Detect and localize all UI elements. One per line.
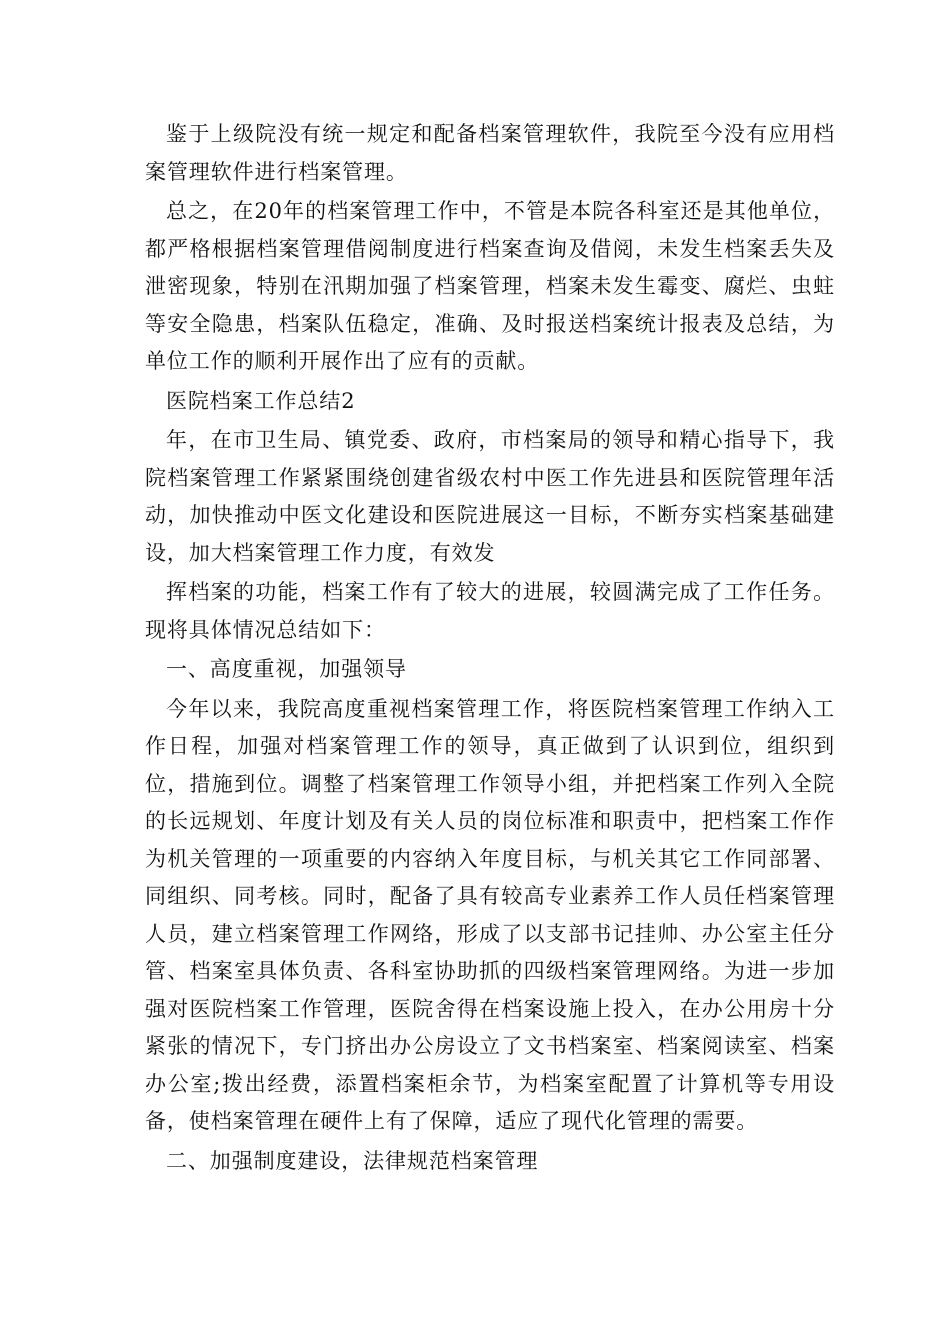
document-body — [145, 116, 835, 1182]
heading-leadership: 一、高度重视，加强领导 — [166, 657, 407, 681]
paragraph-intro-continued: 挥档案的功能，档案工作有了较大的进展，较圆满完成了工作任务。现将具体情况总结如下： — [145, 580, 835, 642]
paragraph-summary: 总之，在20年的档案管理工作中，不管是本院各科室还是其他单位，都严格根据档案管理借阅制度进行档案查询及借阅，未发生档案丢失及泄密现象，特别在汛期加强了档案管理，档案未发生霉变、腐烂、虫蛀等安全隐患，档案队伍稳定，准确、及时报送档案统计报表及总结，为单位工作的顺利开展作出了应有的贡献。 — [145, 199, 835, 373]
heading-system-building: 二、加强制度建设，法律规范档案管理 — [166, 1148, 539, 1173]
section-title-summary-2: 医院档案工作总结2 — [166, 388, 356, 413]
paragraph-leadership: 今年以来，我院高度重视档案管理工作，将医院档案管理工作纳入工作日程，加强对档案管理工作的领导，真正做到了认识到位，组织到位，措施到位。调整了档案管理工作领导小组，并把档案工作列入全院的长远规划、年度计划及有关人员的岗位标准和职责中，把档案工作作为机关管理的一项重要的内容纳入年度目标，与机关其它工作同部署、同组织、同考核。同时，配备了具有较高专业素养工作人员任档案管理人员，建立档案管理工作网络，形成了以支部书记挂帅、办公室主任分管、档案室具体负责、各科室协助抓的四级档案管理网络。为进一步加强对医院档案工作管理，医院舍得在档案设施上投入，在办公用房十分紧张的情况下，专门挤出办公房设立了文书档案室、档案阅读室、档案办公室;拨出经费，添置档案柜余节，为档案室配置了计算机等专用设备，使档案管理在硬件上有了保障，适应了现代化管理的需要。 — [145, 696, 835, 1133]
paragraph-archive-software: 鉴于上级院没有统一规定和配备档案管理软件，我院至今没有应用档案管理软件进行档案管理。 — [145, 122, 835, 184]
paragraph-intro: 年，在市卫生局、镇党委、政府，市档案局的领导和精心指导下，我院档案管理工作紧紧围绕创建省级农村中医工作先进县和医院管理年活动，加快推动中医文化建设和医院进展这一目标，不断夯实档案基础建设，加大档案管理工作力度，有效发 — [145, 428, 835, 565]
